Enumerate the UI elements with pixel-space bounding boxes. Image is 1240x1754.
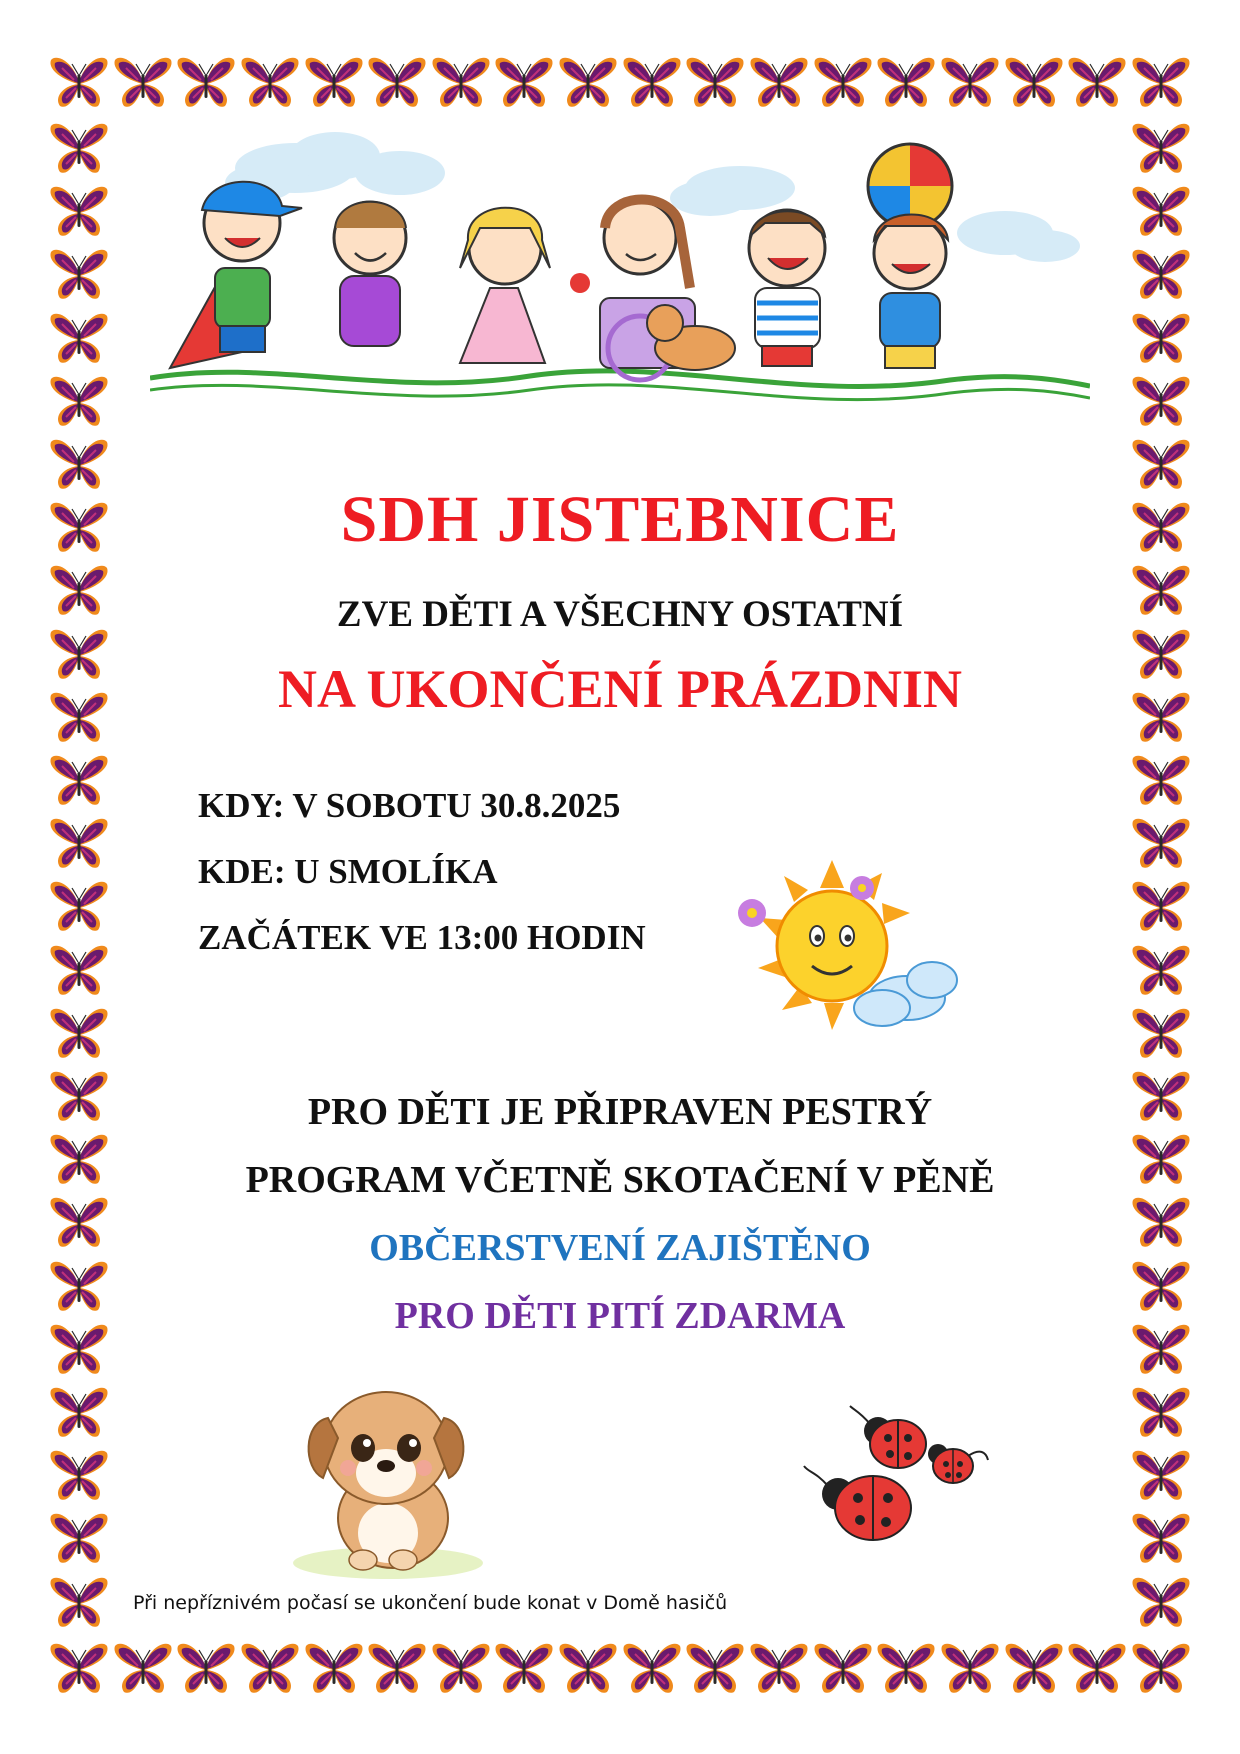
butterfly-icon <box>493 1638 555 1698</box>
butterfly-icon <box>621 1638 683 1698</box>
butterfly-icon <box>748 1638 810 1698</box>
butterfly-icon <box>48 308 110 368</box>
butterfly-icon <box>1130 244 1192 304</box>
butterfly-icon <box>48 876 110 936</box>
butterfly-icon <box>1066 1638 1128 1698</box>
butterfly-icon <box>366 1638 428 1698</box>
butterfly-icon <box>366 52 428 112</box>
smiling-sun-icon <box>732 858 962 1038</box>
butterfly-icon <box>430 52 492 112</box>
butterfly-icon <box>812 1638 874 1698</box>
bad-weather-note: Při nepříznivém počasí se ukončení bude konat v Domě hasičů <box>133 1592 728 1614</box>
detail-start: ZAČÁTEK VE 13:00 HODIN <box>198 918 646 957</box>
butterfly-icon <box>748 52 810 112</box>
butterfly-icon <box>175 1638 237 1698</box>
butterfly-icon <box>48 1638 110 1698</box>
butterfly-border-bottom <box>48 1638 1192 1700</box>
butterfly-border-right <box>1130 118 1192 1632</box>
butterfly-border-top <box>48 52 1192 114</box>
butterfly-icon <box>48 1382 110 1442</box>
ladybug-icon <box>798 1386 998 1556</box>
event-details <box>198 786 646 984</box>
butterfly-icon <box>1003 52 1065 112</box>
butterfly-icon <box>112 52 174 112</box>
butterfly-icon <box>48 371 110 431</box>
program-line-2: PROGRAM VČETNĚ SKOTAČENÍ V PĚNĚ <box>245 1159 995 1201</box>
butterfly-icon <box>48 1508 110 1568</box>
butterfly-icon <box>239 52 301 112</box>
children-playing-illustration <box>150 128 1090 428</box>
invite-line: ZVE DĚTI A VŠECHNY OSTATNÍ <box>336 594 904 635</box>
butterfly-icon <box>48 1572 110 1632</box>
butterfly-icon <box>1130 1508 1192 1568</box>
butterfly-icon <box>1130 940 1192 1000</box>
butterfly-icon <box>1130 371 1192 431</box>
butterfly-icon <box>239 1638 301 1698</box>
butterfly-icon <box>939 1638 1001 1698</box>
butterfly-icon <box>1130 750 1192 810</box>
butterfly-icon <box>48 118 110 178</box>
program-line-1: PRO DĚTI JE PŘIPRAVEN PESTRÝ <box>307 1091 933 1133</box>
butterfly-icon <box>48 181 110 241</box>
refreshments-line: OBČERSTVENÍ ZAJIŠTĚNO <box>369 1227 871 1269</box>
butterfly-icon <box>48 1003 110 1063</box>
butterfly-icon <box>48 244 110 304</box>
free-drinks-line: PRO DĚTI PITÍ ZDARMA <box>394 1295 846 1337</box>
butterfly-icon <box>1130 1003 1192 1063</box>
butterfly-icon <box>48 750 110 810</box>
butterfly-icon <box>684 1638 746 1698</box>
butterfly-icon <box>939 52 1001 112</box>
butterfly-icon <box>1130 52 1192 112</box>
butterfly-icon <box>621 52 683 112</box>
butterfly-icon <box>1130 1382 1192 1442</box>
butterfly-icon <box>557 52 619 112</box>
butterfly-icon <box>1003 1638 1065 1698</box>
butterfly-icon <box>175 52 237 112</box>
butterfly-border-left <box>48 118 110 1632</box>
butterfly-icon <box>303 52 365 112</box>
butterfly-icon <box>1130 118 1192 178</box>
butterfly-icon <box>1066 52 1128 112</box>
butterfly-icon <box>557 1638 619 1698</box>
butterfly-icon <box>1130 181 1192 241</box>
detail-when: KDY: V SOBOTU 30.8.2025 <box>198 786 621 825</box>
butterfly-icon <box>1130 1445 1192 1505</box>
butterfly-icon <box>48 813 110 873</box>
event-name: NA UKONČENÍ PRÁZDNIN <box>277 659 963 719</box>
organizer-title: SDH JISTEBNICE <box>340 483 900 556</box>
puppy-illustration <box>278 1368 498 1588</box>
butterfly-icon <box>48 52 110 112</box>
butterfly-icon <box>1130 813 1192 873</box>
butterfly-icon <box>493 52 555 112</box>
butterfly-icon <box>812 52 874 112</box>
butterfly-icon <box>430 1638 492 1698</box>
butterfly-icon <box>303 1638 365 1698</box>
butterfly-icon <box>1130 876 1192 936</box>
butterfly-icon <box>48 1445 110 1505</box>
butterfly-icon <box>684 52 746 112</box>
detail-where: KDE: U SMOLÍKA <box>198 852 498 891</box>
butterfly-icon <box>1130 1638 1192 1698</box>
butterfly-icon <box>112 1638 174 1698</box>
butterfly-icon <box>1130 308 1192 368</box>
butterfly-icon <box>1130 1572 1192 1632</box>
butterfly-icon <box>875 52 937 112</box>
butterfly-icon <box>48 940 110 1000</box>
butterfly-icon <box>875 1638 937 1698</box>
